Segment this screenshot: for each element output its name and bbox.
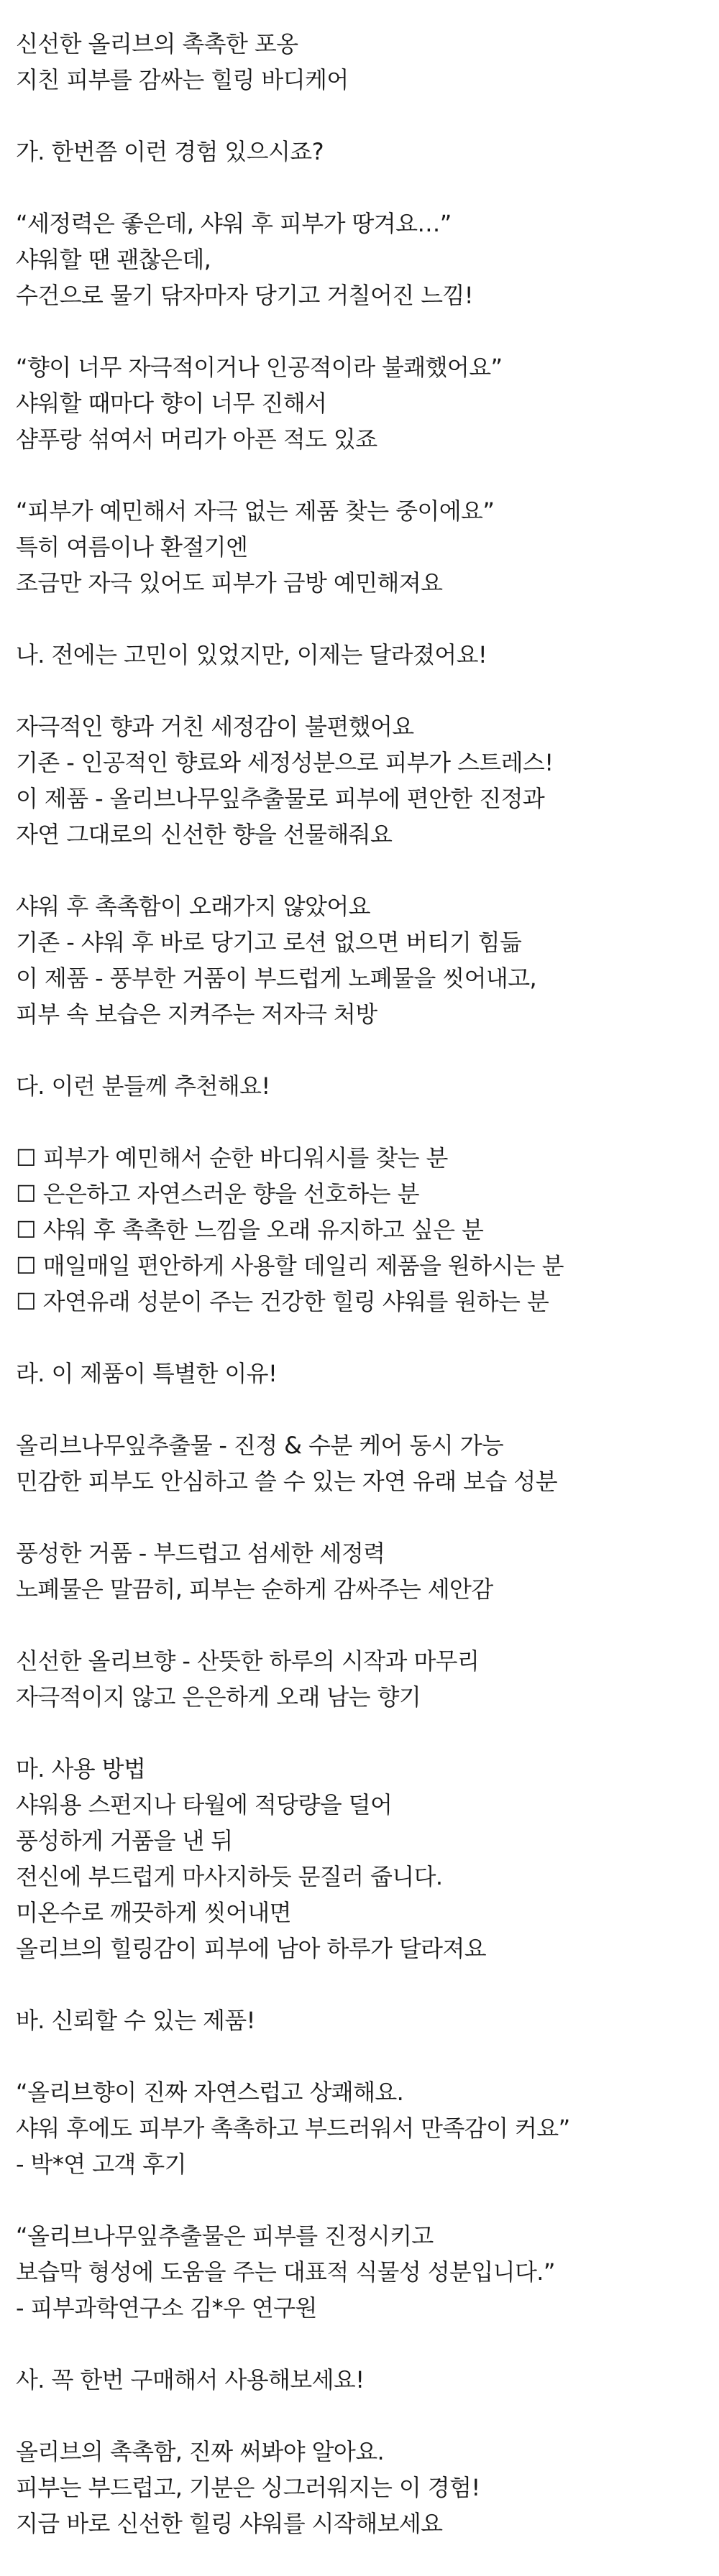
text-line: ☐ 피부가 예민해서 순한 바디워시를 찾는 분 — [16, 1144, 448, 1172]
blank-line — [16, 1104, 719, 1140]
blank-line — [16, 2326, 719, 2362]
text-line: 샴푸랑 섞여서 머리가 아픈 적도 있죠 — [16, 426, 377, 453]
text-line: 올리브의 힐링감이 피부에 남아 하루가 달라져요 — [16, 1935, 487, 1962]
text-line: 마. 사용 방법 — [16, 1755, 146, 1782]
text-line: 민감한 피부도 안심하고 쓸 수 있는 자연 유래 보습 성분 — [16, 1468, 558, 1495]
blank-line — [16, 2182, 719, 2218]
text-line: 노폐물은 말끔히, 피부는 순하게 감싸주는 세안감 — [16, 1576, 493, 1603]
blank-line — [16, 2398, 719, 2434]
blank-line — [16, 601, 719, 637]
blank-line — [16, 313, 719, 349]
blank-line — [16, 852, 719, 888]
blank-line — [16, 1715, 719, 1751]
blank-line — [16, 1032, 719, 1068]
text-line: 신선한 올리브의 촉촉한 포옹 — [16, 30, 298, 58]
text-line: “향이 너무 자극적이거나 인공적이라 불쾌했어요” — [16, 354, 503, 381]
text-line: ☐ 샤워 후 촉촉한 느낌을 오래 유지하고 싶은 분 — [16, 1216, 484, 1243]
blank-line — [16, 1392, 719, 1427]
text-line: 수건으로 물기 닦자마자 당기고 거칠어진 느낌! — [16, 282, 474, 309]
text-line: 샤워할 때마다 향이 너무 진해서 — [16, 390, 327, 417]
text-line: 자극적인 향과 거친 세정감이 불편했어요 — [16, 713, 414, 740]
blank-line — [16, 1320, 719, 1356]
text-line: 풍성한 거품 - 부드럽고 섬세한 세정력 — [16, 1540, 385, 1567]
text-line: 이 제품 - 풍부한 거품이 부드럽게 노폐물을 씻어내고, — [16, 965, 537, 992]
text-line: 나. 전에는 고민이 있었지만, 이제는 달라졌어요! — [16, 641, 487, 668]
text-line: 사. 꼭 한번 구매해서 사용해보세요! — [16, 2366, 365, 2393]
blank-line — [16, 673, 719, 709]
text-line: 자극적이지 않고 은은하게 오래 남는 향기 — [16, 1683, 421, 1711]
text-line: “올리브향이 진짜 자연스럽고 상쾌해요. — [16, 2079, 404, 2106]
blank-line — [16, 457, 719, 493]
text-line: 미온수로 깨끗하게 씻어내면 — [16, 1899, 291, 1926]
text-line: 기존 - 인공적인 향료와 세정성분으로 피부가 스트레스! — [16, 749, 554, 776]
text-line: 지금 바로 신선한 힐링 샤워를 시작해보세요 — [16, 2510, 443, 2537]
text-line: 이 제품 - 올리브나무잎추출물로 피부에 편안한 진정과 — [16, 785, 545, 812]
text-line: 조금만 자극 있어도 피부가 금방 예민해져요 — [16, 569, 443, 597]
text-line: 피부는 부드럽고, 기분은 싱그러워지는 이 경험! — [16, 2474, 480, 2501]
text-line: “피부가 예민해서 자극 없는 제품 찾는 중이에요” — [16, 497, 495, 525]
text-line: 다. 이런 분들께 추천해요! — [16, 1072, 270, 1100]
text-line: 올리브나무잎추출물 - 진정 & 수분 케어 동시 가능 — [16, 1432, 504, 1459]
text-line: - 피부과학연구소 김*우 연구원 — [16, 2294, 317, 2322]
text-line: 전신에 부드럽게 마사지하듯 문질러 줍니다. — [16, 1863, 443, 1890]
blank-line — [16, 98, 719, 134]
blank-line — [16, 1499, 719, 1535]
text-line: 바. 신뢰할 수 있는 제품! — [16, 2007, 255, 2034]
text-line: 피부 속 보습은 지켜주는 저자극 처방 — [16, 1000, 377, 1028]
text-line: 가. 한번쯤 이런 경험 있으시죠? — [16, 138, 324, 165]
text-line: “세정력은 좋은데, 샤워 후 피부가 땅겨요…” — [16, 210, 452, 237]
text-line: 지친 피부를 감싸는 힐링 바디케어 — [16, 66, 349, 93]
blank-line — [16, 1607, 719, 1643]
text-line: 샤워 후 촉촉함이 오래가지 않았어요 — [16, 893, 370, 920]
text-line: ☐ 매일매일 편안하게 사용할 데일리 제품을 원하시는 분 — [16, 1252, 564, 1279]
text-line: “올리브나무잎추출물은 피부를 진정시키고 — [16, 2222, 434, 2250]
text-line: 보습막 형성에 도움을 주는 대표적 식물성 성분입니다.” — [16, 2258, 555, 2286]
text-line: - 박*연 고객 후기 — [16, 2150, 186, 2178]
text-line: 신선한 올리브향 - 산뜻한 하루의 시작과 마무리 — [16, 1647, 480, 1675]
text-line: 샤워 후에도 피부가 촉촉하고 부드러워서 만족감이 커요” — [16, 2115, 570, 2142]
text-line: 올리브의 촉촉함, 진짜 써봐야 알아요. — [16, 2438, 385, 2465]
text-line: ☐ 은은하고 자연스러운 향을 선호하는 분 — [16, 1180, 419, 1208]
text-line: 자연 그대로의 신선한 향을 선물해줘요 — [16, 821, 393, 848]
text-line: 샤워할 땐 괜찮은데, — [16, 246, 211, 273]
blank-line — [16, 2038, 719, 2074]
blank-line — [16, 1966, 719, 2002]
blank-line — [16, 170, 719, 206]
text-line: 라. 이 제품이 특별한 이유! — [16, 1360, 278, 1387]
text-line: 기존 - 샤워 후 바로 당기고 로션 없으면 버티기 힘듦 — [16, 929, 522, 956]
text-line: 풍성하게 거품을 낸 뒤 — [16, 1827, 233, 1854]
text-line: 특히 여름이나 환절기엔 — [16, 533, 248, 561]
text-line: 샤워용 스펀지나 타월에 적당량을 덜어 — [16, 1791, 393, 1818]
text-line: ☐ 자연유래 성분이 주는 건강한 힐링 샤워를 원하는 분 — [16, 1288, 549, 1315]
